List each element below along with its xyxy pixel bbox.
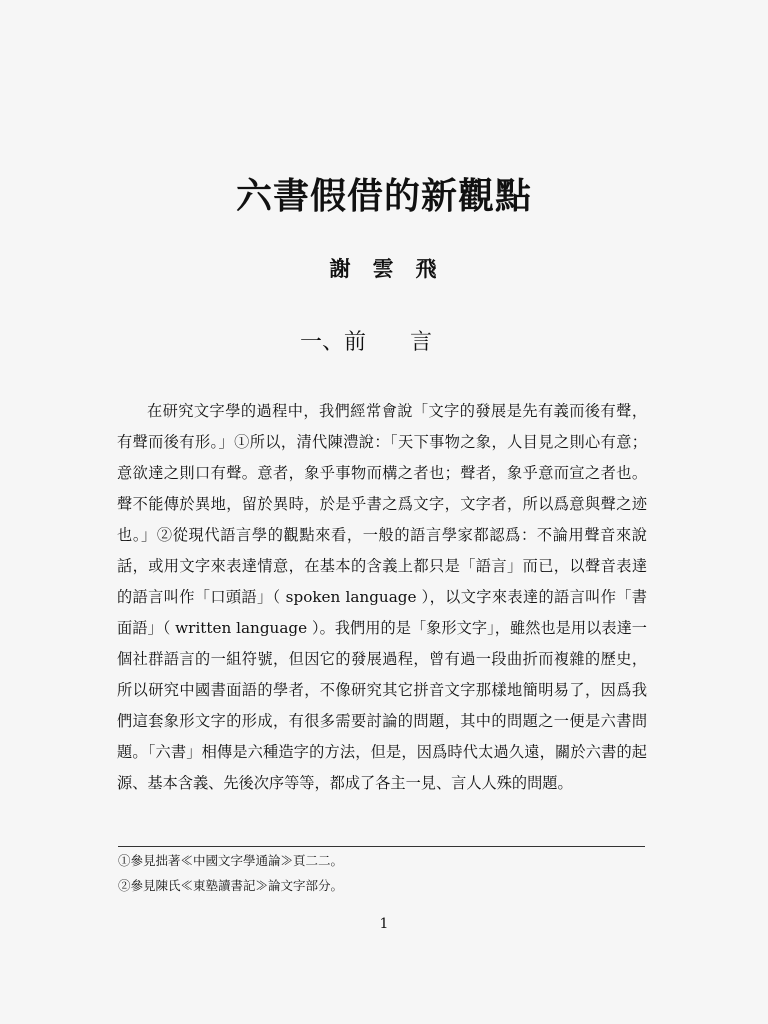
footnote-1: ①參見拙著≪中國文字學通論≫頁二二。 bbox=[118, 853, 344, 868]
author-name: 謝雲飛 bbox=[329, 256, 459, 281]
body-paragraph: 在研究文字學的過程中，我們經常會說「文字的發展是先有義而後有聲，有聲而後有形。」①所以，清代陳澧說：「天下事物之象，人目見之則心有意；意欲達之則口有聲。意者，象乎事物而構之者也；聲者，象乎意而宣之者也。聲不能傳於異地，留於異時，於是乎書之爲文字，文字者，所以爲意與聲之迹也。」②從現代語言學的觀點來看，一般的語言學家都認爲：不論用聲音來說話，或用文字來表達情意，在基本的含義上都只是「語言」而已，以聲音表達的語言叫作「口頭語」（ spoken language ），以文字來表達的語言叫作「書面語」（ written language ）。我們用的是「象形文字」，雖然也是用以表達一個社群語言的一組符號，但因它的發展過程，曾有過一段曲折而複雜的歷史，所以研究中國書面語的學者，不像研究其它拼音文字那樣地簡明易了，因爲我們這套象形文字的形成，有很多需要討論的問題，其中的問題之一便是六書問題。「六書」相傳是六種造字的方法，但是，因爲時代太過久遠，關於六書的起源、基本含義、先後次序等等，都成了各主一見、言人人殊的問題。 bbox=[117, 402, 647, 792]
page-number: 1 bbox=[379, 916, 389, 932]
section-heading: 一、前 言 bbox=[300, 330, 433, 355]
paper-title: 六書假借的新觀點 bbox=[235, 175, 532, 217]
footnote-divider bbox=[118, 846, 645, 847]
footnote-2: ②參見陳氏≪東塾讀書記≫論文字部分。 bbox=[118, 878, 344, 893]
